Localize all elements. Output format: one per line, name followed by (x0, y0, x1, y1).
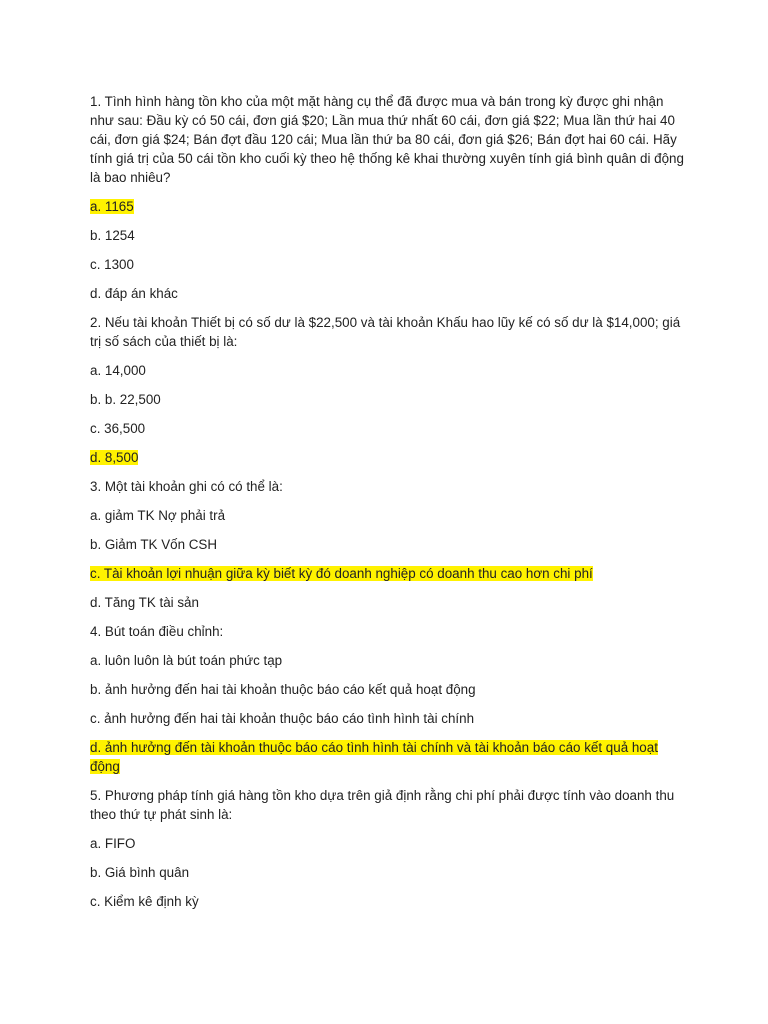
highlighted-answer: c. Tài khoản lợi nhuận giữa kỳ biết kỳ đó doanh nghiệp có doanh thu cao hơn chi phí (90, 566, 593, 581)
question-text: 5. Phương pháp tính giá hàng tồn kho dựa trên giả định rằng chi phí phải được tính vào doanh thu theo thứ tự phát sinh là: (90, 788, 675, 822)
answer-option (90, 564, 688, 583)
answer-option: b. Giảm TK Vốn CSH (90, 537, 218, 552)
question-4 (90, 622, 688, 776)
answer-option (90, 197, 688, 216)
answer-option: d. Tăng TK tài sản (90, 595, 199, 610)
answer-option: b. ảnh hưởng đến hai tài khoản thuộc báo cáo kết quả hoạt động (90, 682, 476, 697)
question-text: 4. Bút toán điều chỉnh: (90, 624, 224, 639)
answer-option: c. ảnh hưởng đến hai tài khoản thuộc báo cáo tình hình tài chính (90, 711, 475, 726)
question-text: 3. Một tài khoản ghi có có thể là: (90, 479, 283, 494)
highlighted-answer: d. 8,500 (90, 450, 139, 465)
question-text: 2. Nếu tài khoản Thiết bị có số dư là $22,500 và tài khoản Khấu hao lũy kế có số dư là $14,000; giá trị số sách của thiết bị là: (90, 315, 681, 349)
document-content (90, 92, 688, 921)
answer-option: b. 1254 (90, 228, 135, 243)
answer-option: c. 1300 (90, 257, 134, 272)
highlighted-answer: d. ảnh hưởng đến tài khoản thuộc báo cáo tình hình tài chính và tài khoản báo cáo kết quả hoạt động (90, 740, 658, 774)
answer-option (90, 448, 688, 467)
highlighted-answer: a. 1165 (90, 199, 134, 214)
question-2 (90, 313, 688, 467)
answer-option: c. 36,500 (90, 421, 146, 436)
answer-option: c. Kiểm kê định kỳ (90, 894, 199, 909)
answer-option: a. giảm TK Nợ phải trả (90, 508, 226, 523)
answer-option (90, 738, 688, 776)
question-5 (90, 786, 688, 911)
answer-option: b. Giá bình quân (90, 865, 190, 880)
answer-option: a. luôn luôn là bút toán phức tạp (90, 653, 283, 668)
answer-option: a. 14,000 (90, 363, 146, 378)
question-1 (90, 92, 688, 303)
question-3 (90, 477, 688, 612)
answer-option: b. b. 22,500 (90, 392, 161, 407)
answer-option: a. FIFO (90, 836, 136, 851)
question-text: 1. Tình hình hàng tồn kho của một mặt hàng cụ thể đã được mua và bán trong kỳ được ghi nhận như sau: Đầu kỳ có 50 cái, đơn giá $20; Lần mua thứ nhất 60 cái, đơn giá $22; Mua lần thứ hai 40 cái, đơn giá $24; Bán đợt đầu 120 cái; Mua lần thứ ba 80 cái, đơn giá $26; Bán đợt hai 60 cái. Hãy tính giá trị của 50 cái tồn kho cuối kỳ theo hệ thống kê khai thường xuyên tính giá bình quân di động là bao nhiêu? (90, 94, 684, 185)
answer-option: d. đáp án khác (90, 286, 178, 301)
